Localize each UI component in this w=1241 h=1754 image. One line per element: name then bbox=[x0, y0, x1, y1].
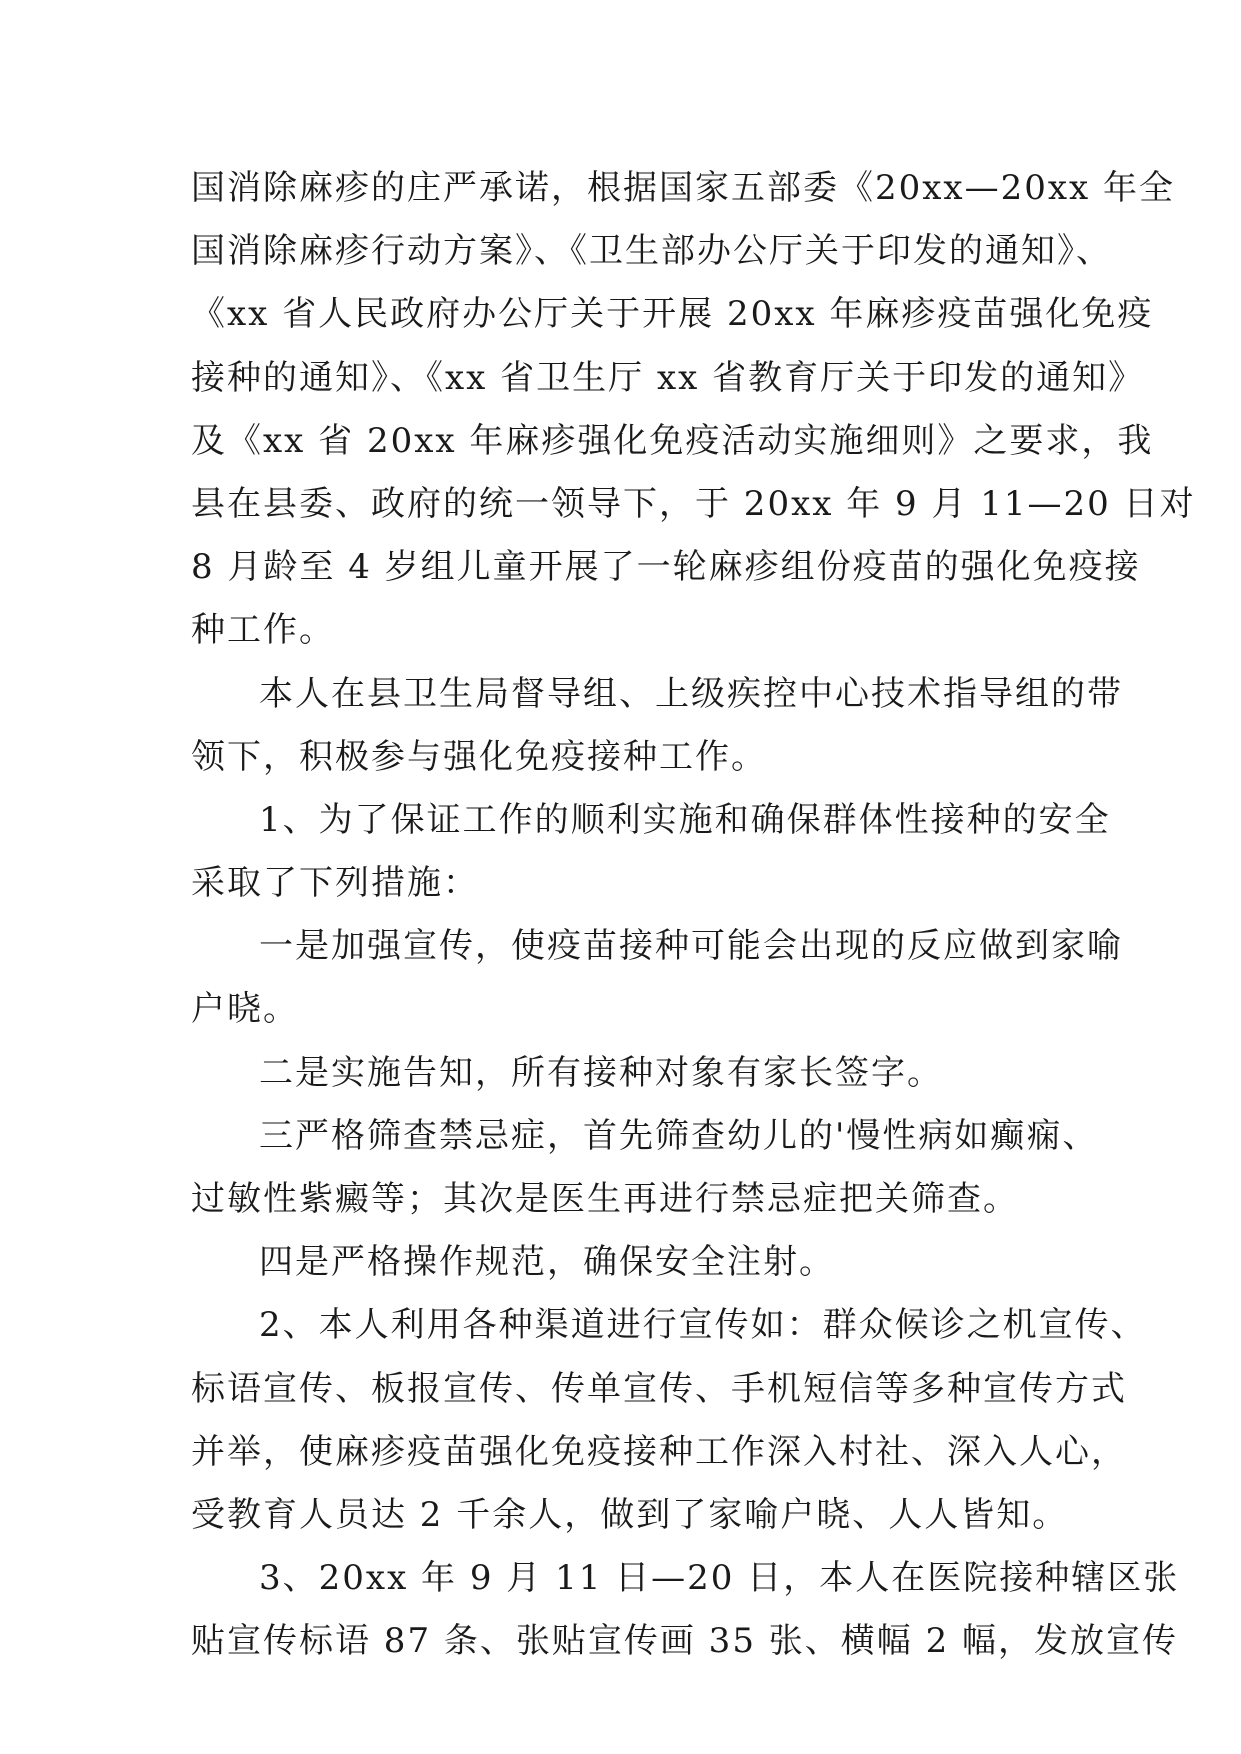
text-line: 四是严格操作规范，确保安全注射。 bbox=[259, 1242, 835, 1283]
text-line: 3、20xx 年 9 月 11 日—20 日，本人在医院接种辖区张 bbox=[259, 1558, 1180, 1599]
text-line: 县在县委、政府的统一领导下，于 20xx 年 9 月 11—20 日对 bbox=[191, 483, 1196, 524]
text-line: 三严格筛查禁忌症，首先筛查幼儿的'慢性病如癫痫、 bbox=[259, 1115, 1099, 1156]
document-body bbox=[191, 157, 1196, 1674]
text-line: 并举，使麻疹疫苗强化免疫接种工作深入村社、深入人心， bbox=[191, 1431, 1127, 1472]
text-line: 户晓。 bbox=[191, 989, 299, 1030]
text-line: 种工作。 bbox=[191, 610, 335, 651]
text-line: 《xx 省人民政府办公厅关于开展 20xx 年麻疹疫苗强化免疫 bbox=[191, 294, 1154, 335]
text-line: 受教育人员达 2 千余人，做到了家喻户晓、人人皆知。 bbox=[191, 1494, 1069, 1535]
text-line: 一是加强宣传，使疫苗接种可能会出现的反应做到家喻 bbox=[259, 926, 1123, 967]
text-line: 本人在县卫生局督导组、上级疾控中心技术指导组的带 bbox=[259, 673, 1123, 714]
text-line: 1、为了保证工作的顺利实施和确保群体性接种的安全 bbox=[259, 799, 1111, 840]
text-line: 二是实施告知，所有接种对象有家长签字。 bbox=[259, 1052, 943, 1093]
text-line: 采取了下列措施： bbox=[191, 863, 479, 904]
text-line: 标语宣传、板报宣传、传单宣传、手机短信等多种宣传方式 bbox=[191, 1368, 1127, 1409]
text-line: 接种的通知》、《xx 省卫生厅 xx 省教育厅关于印发的通知》 bbox=[191, 357, 1145, 398]
text-line: 国消除麻疹行动方案》、《卫生部办公厅关于印发的通知》、 bbox=[191, 231, 1112, 272]
text-line: 国消除麻疹的庄严承诺，根据国家五部委《20xx—20xx 年全 bbox=[191, 168, 1176, 208]
text-line: 8 月龄至 4 岁组儿童开展了一轮麻疹组份疫苗的强化免疫接 bbox=[191, 547, 1141, 588]
text-line: 领下，积极参与强化免疫接种工作。 bbox=[191, 736, 767, 777]
text-line: 贴宣传标语 87 条、张贴宣传画 35 张、横幅 2 幅，发放宣传 bbox=[191, 1621, 1179, 1662]
text-line: 过敏性紫癜等；其次是医生再进行禁忌症把关筛查。 bbox=[191, 1179, 1019, 1219]
text-line: 2、本人利用各种渠道进行宣传如：群众候诊之机宣传、 bbox=[259, 1305, 1147, 1346]
text-line: 及《xx 省 20xx 年麻疹强化免疫活动实施细则》之要求，我 bbox=[191, 420, 1154, 461]
